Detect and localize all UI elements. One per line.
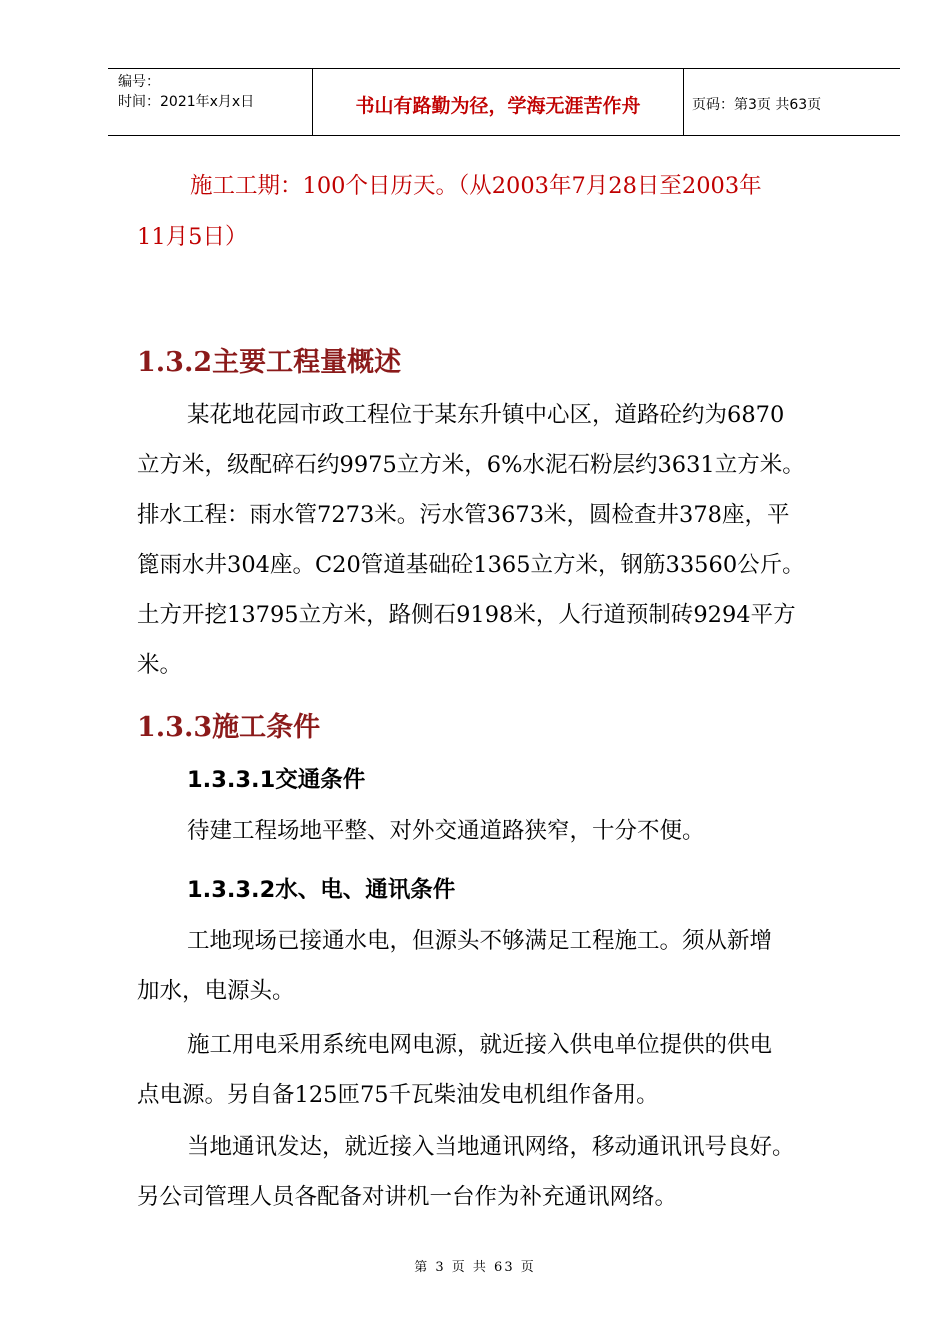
serial-label: 编号：: [118, 74, 160, 90]
s1332-p1-line-1: 工地现场已接通水电，但源头不够满足工程施工。须从新增: [187, 928, 773, 954]
section-133-title: 1.3.3施工条件: [137, 712, 321, 743]
s132-line-6: 米。: [137, 652, 183, 678]
section-132-title: 1.3.2主要工程量概述: [137, 347, 402, 378]
s1332-p3-line-1: 当地通讯发达，就近接入当地通讯网络，移动通讯讯号良好。: [187, 1134, 795, 1160]
s132-line-1: 某花地花园市政工程位于某东升镇中心区，道路砼约为6870: [187, 402, 785, 428]
s132-line-2: 立方米，级配碎石约9975立方米，6%水泥石粉层约3631立方米。: [137, 452, 805, 478]
s1332-p2-line-1: 施工用电采用系统电网电源，就近接入供电单位提供的供电: [187, 1032, 773, 1058]
sub-1332-title: 1.3.3.2水、电、通讯条件: [187, 877, 456, 903]
s132-line-3: 排水工程：雨水管7273米。污水管3673米，圆检查井378座，平: [137, 502, 790, 528]
s1332-p1-line-2: 加水，电源头。: [137, 978, 295, 1004]
page-footer: 第 3 页 共 63 页: [414, 1260, 536, 1275]
sub-1331-title: 1.3.3.1交通条件: [187, 767, 366, 793]
s132-line-5: 土方开挖13795立方米，路侧石9198米，人行道预制砖9294平方: [137, 602, 796, 628]
s132-line-4: 篦雨水井304座。C20管道基础砼1365立方米，钢筋33560公斤。: [137, 552, 805, 578]
s1332-p3-line-2: 另公司管理人员各配备对讲机一台作为补充通讯网络。: [137, 1184, 678, 1210]
page-header: [108, 68, 900, 136]
header-motto: 书山有路勤为径，学海无涯苦作舟: [312, 69, 684, 135]
header-meta-cell: [108, 69, 312, 135]
header-page-info: 页码：第3页 共63页: [692, 97, 822, 113]
date-label: 时间：2021年x月x日: [118, 94, 255, 110]
s1331-text: 待建工程场地平整、对外交通道路狭窄，十分不便。: [187, 818, 705, 844]
duration-line-1: 施工工期：100个日历天。（从2003年7月28日至2003年: [190, 173, 762, 199]
s1332-p2-line-2: 点电源。另自备125匝75千瓦柴油发电机组作备用。: [137, 1082, 659, 1108]
duration-line-2: 11月5日）: [137, 224, 248, 250]
